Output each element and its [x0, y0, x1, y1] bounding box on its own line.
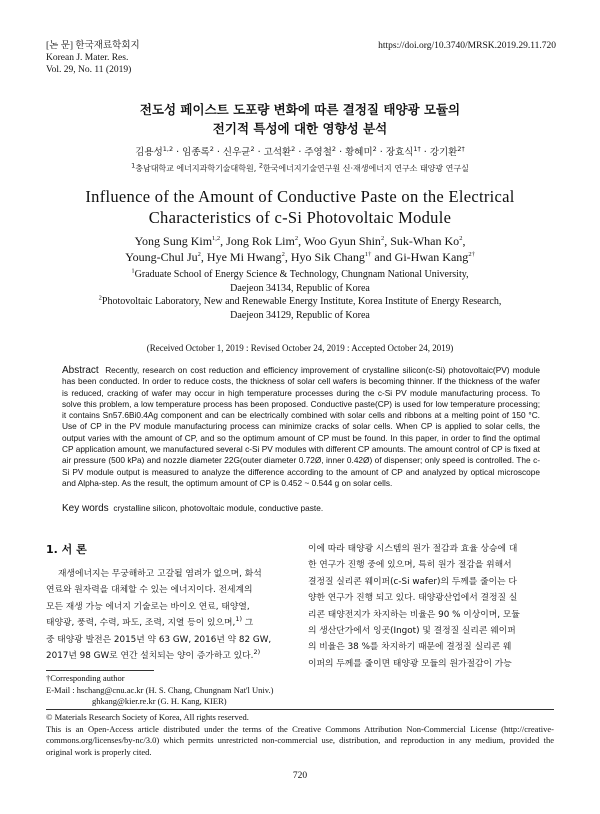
text-line: 연료와 원자력을 대체할 수 있는 에너지이다. 전세계의 — [46, 585, 253, 596]
text-line: 이에 따라 태양광 시스템의 원가 절감과 효율 상승에 대 — [308, 544, 518, 554]
english-title-line: Influence of the Amount of Conductive Paste on the Electrical — [85, 187, 515, 206]
text-line: 의 생산단가에서 잉곳(Ingot) 및 결정질 실리콘 웨이퍼 — [308, 626, 516, 637]
korean-title-line: 전기적 특성에 대한 영향성 분석 — [212, 121, 388, 136]
author: 고석환$^2$ — [263, 144, 296, 158]
doi-link[interactable]: https://doi.org/10.3740/MRSK.2019.29.11.720 — [378, 41, 556, 51]
text-line: 리콘 태양전지가 차지하는 비율은 90 % 이상이며, 모듈 — [308, 609, 520, 620]
korean-title-line: 전도성 페이스트 도포량 변화에 따른 결정질 태양광 모듈의 — [139, 102, 461, 117]
abstract — [62, 365, 540, 489]
text-line: 중 태양광 발전은 2015년 약 63 GW, 2016년 약 82 GW, — [46, 634, 272, 645]
email-line: E-Mail : hschang@cnu.ac.kr (H. S. Chang, Chungnam Nat'l Univ.) — [46, 684, 274, 695]
footnote-divider — [46, 670, 154, 671]
section-heading: 1. 서 론 — [46, 543, 87, 556]
author: 신우균$^2$ — [222, 144, 255, 158]
email-line: ghkang@kier.re.kr (G. H. Kang, KIER) — [92, 696, 227, 706]
english-affiliations — [20, 268, 580, 322]
affiliation: $^2$Photovoltaic Laboratory, New and Renewable Energy Institute, Korea Institute of Energy Research, — [98, 294, 502, 307]
text-line: 태양광, 풍력, 수력, 파도, 조력, 지열 등이 있으며,$^{1)}$ 그 — [46, 615, 254, 629]
footnote-corresponding — [46, 673, 306, 708]
text-line: 결정질 실리콘 웨이퍼(c-Si wafer)의 두께를 줄이는 다 — [308, 576, 517, 587]
text-line: 양한 연구가 진행 되고 있다. 태양광산업에서 결정질 실 — [308, 593, 518, 604]
korean-title — [30, 100, 570, 138]
text-line: 이퍼의 두께를 줄이면 태양광 모듈의 원가절감이 가능 — [308, 658, 512, 669]
affiliation: Daejeon 34134, Republic of Korea — [230, 282, 370, 294]
author: 장효식$^{1\dagger}$ — [385, 144, 421, 158]
keywords-label: Key words — [62, 503, 109, 514]
author-line: Young-Chul Ju$^2$, Hye Mi Hwang$^2$, Hyo Sik Chang$^{1\dagger}$ and Gi-Hwan Kang$^{2\dagger}$ — [125, 249, 475, 264]
korean-affiliations: $^1$충남대학교 에너지과학기술대학원, $^2$한국에너지기술연구원 신·재생에너지 연구소 태양광 연구실 — [131, 161, 469, 173]
author: 임종록$^2$ — [182, 144, 214, 158]
author: 강기환$^{2\dagger}$ — [429, 144, 465, 158]
page-number: 720 — [292, 771, 308, 781]
body-right-column — [308, 541, 554, 672]
copyright-notice: © Materials Research Society of Korea, All rights reserved. — [46, 712, 249, 722]
english-title-line: Characteristics of c-Si Photovoltaic Module — [148, 208, 452, 227]
english-title — [20, 186, 580, 228]
affiliation: $^1$Graduate School of Energy Science & Technology, Chungnam National University, — [131, 267, 469, 280]
journal-header — [46, 40, 266, 76]
text-line: 한 연구가 진행 중에 있으며, 특히 원가 절감을 위해서 — [308, 560, 512, 571]
author: 주영철$^2$ — [304, 144, 337, 158]
license-divider — [46, 709, 554, 710]
license-notice: This is an Open-Access article distributed under the terms of the Creative Commons Attribution Non-Commercial License (http://creative-commons.org/licenses/by-nc/3.0) which permits unrestricted non-commercial use, distribution, and reproduction in any medium, provided the original work is properly cited. — [46, 723, 554, 757]
keywords-text: crystalline silicon, photovoltaic module, conductive paste. — [113, 503, 324, 513]
affiliation: Daejeon 34129, Republic of Korea — [230, 309, 370, 321]
author-line: Yong Sung Kim$^{1,2}$, Jong Rok Lim$^2$, Woo Gyun Shin$^2$, Suk-Whan Ko$^2$, — [134, 234, 466, 248]
corresponding-author: †Corresponding author — [46, 673, 125, 683]
license-block — [46, 712, 554, 758]
received-dates: (Received October 1, 2019 : Revised October 24, 2019 : Accepted October 24, 2019) — [146, 343, 454, 353]
journal-name-korean: [논 문] 한국재료학회지 — [46, 41, 140, 51]
author: 김용성$^{1,2}$ — [135, 144, 174, 158]
journal-volume: Vol. 29, No. 11 (2019) — [46, 65, 132, 75]
journal-name-english: Korean J. Mater. Res. — [46, 53, 129, 63]
text-line: 2017년 98 GW로 연간 설치되는 양이 증가하고 있다.$^{2)}$ — [46, 648, 261, 662]
keywords — [62, 503, 540, 514]
english-authors — [20, 234, 580, 265]
text-line: 의 비율은 38 %를 차지하기 때문에 결정질 실리콘 웨 — [308, 642, 512, 653]
text-line: 모든 재생 가능 에너지 기술로는 바이오 연료, 태양열, — [46, 601, 250, 612]
author: 황혜미$^2$ — [345, 144, 377, 158]
body-left-column — [46, 566, 293, 664]
abstract-text: Recently, research on cost reduction and efficiency improvement of crystalline silicon(c-Si) photovoltaic(PV) module has been conducted. In order to reduce costs, the thickness of solar cell wafers is becoming thinner. If the thickness of the wafer is reduced, cracking of wafer may occur in high temperature processes during the c-Si PV module manufacturing process. To solve this problem, a low temperature process has been proposed. Conductive paste(CP) is used for low temperature processing; it contains Sn57.6Bi0.4Ag component and can be electrically combined with solar cells and ribbons at a melting point of 150 °C. Use of CP in the PV module manufacturing process can minimize cracks of solar cells. When CP is applied to solar cells, the output varies with the amount of CP, and so the optimum amount of CP must be found. In this paper, in order to find the optimal CP application amount, we manufactured several c-Si PV modules with different CP amounts. The amount control of CP is fixed at air pressure (500 kPa) and nozzle diameter 22G(outer diameter 0.72Ø, inner 0.42Ø) of dispenser; only speed is controlled. The c-Si PV module output is measured to analyze the difference according to the amount of CP and analyzed by optical microscope and Alpha-step. As the result, the optimum amount of CP is 0.452 ~ 0.544 g on solar cells. — [62, 365, 540, 488]
abstract-label: Abstract — [62, 365, 99, 376]
text-line: 재생에너지는 무궁해하고 고갈될 염려가 없으며, 화석 — [58, 569, 262, 579]
korean-authors: 김용성$^{1,2}$ · 임종록$^2$ · 신우균$^2$ · 고석환$^2$ · 주영철$^2$ · 황혜미$^2$ · 장효식$^{1\dagger}$ · 강기환$^{2\dagger}$ — [135, 144, 465, 158]
